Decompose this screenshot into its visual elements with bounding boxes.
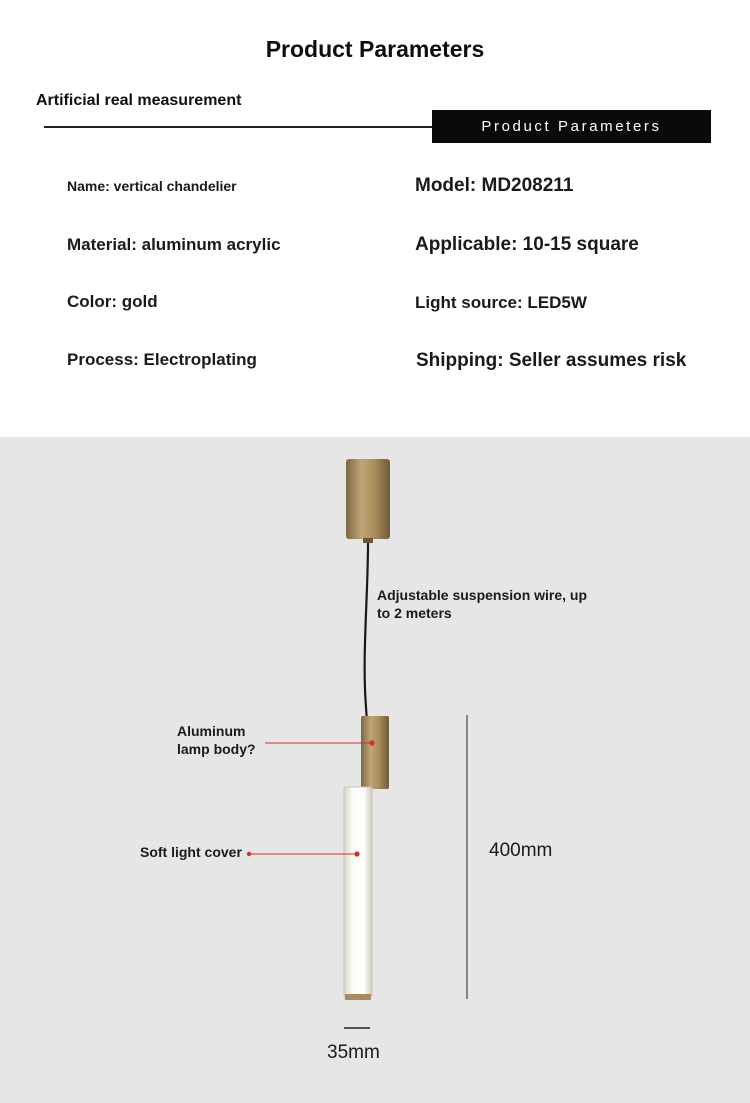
spec-shipping: Shipping: Seller assumes risk <box>416 350 687 371</box>
spec-color: Color: gold <box>67 292 158 311</box>
ceiling-canopy <box>346 459 390 543</box>
spec-model: Model: MD208211 <box>415 175 574 196</box>
light-cover-tube <box>344 787 372 1000</box>
spec-process: Process: Electroplating <box>67 350 257 369</box>
diagram-section <box>0 437 750 1103</box>
header-divider <box>44 126 436 128</box>
subtitle: Artificial real measurement <box>36 92 242 109</box>
cover-label: Soft light cover <box>140 844 242 860</box>
spec-applicable: Applicable: 10-15 square <box>415 234 639 255</box>
parameters-section <box>0 0 750 437</box>
lamp-diagram <box>0 437 750 1103</box>
cover-leader <box>247 851 360 856</box>
body-leader <box>265 740 375 745</box>
spec-material: Material: aluminum acrylic <box>67 235 281 254</box>
parameters-banner: Product Parameters <box>432 110 711 143</box>
spec-name: Name: vertical chandelier <box>67 178 237 194</box>
height-label: 400mm <box>489 840 553 861</box>
spec-light-source: Light source: LED5W <box>415 293 587 312</box>
body-label: Aluminum lamp body? <box>177 723 256 757</box>
wire-label: Adjustable suspension wire, up to 2 meters <box>377 587 588 621</box>
lamp-body <box>361 716 389 789</box>
width-label: 35mm <box>327 1042 380 1063</box>
page-title: Product Parameters <box>265 36 485 62</box>
